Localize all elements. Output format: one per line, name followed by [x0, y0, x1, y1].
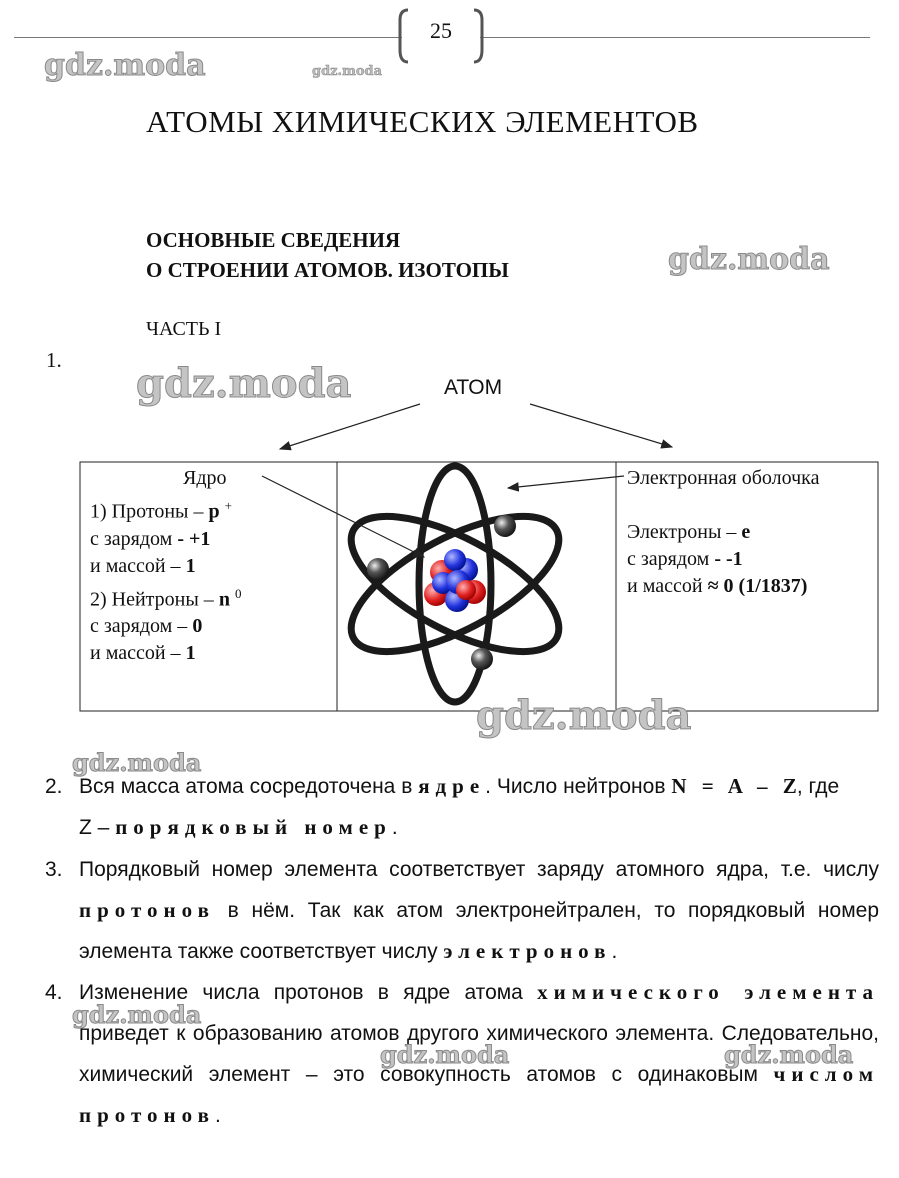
section-title-line1: ОСНОВНЫЕ СВЕДЕНИЯ: [146, 228, 401, 252]
item-2: 2. Вся масса атома сосредоточена в ядре. Число нейтронов N = A – Z, где Z – порядковый номер.: [45, 774, 840, 839]
watermark: gdz.moda: [136, 360, 352, 407]
page-number: 25: [430, 18, 452, 43]
watermark: gdz.moda: [724, 1040, 854, 1069]
watermark: gdz.moda: [72, 1000, 202, 1029]
nucleus-text: 1) Протоны – p + с зарядом - +1 и массой – 1 2) Нейтроны – n $^0$ с зарядом – 0 и массой – 1: [90, 498, 242, 665]
watermark: gdz.moda: [312, 64, 383, 79]
chapter-title: АТОМЫ ХИМИЧЕСКИХ ЭЛЕМЕНТОВ: [146, 104, 699, 139]
nucleus-heading: Ядро: [183, 467, 227, 489]
item-number-1: 1.: [46, 348, 62, 372]
section-title-line2: О СТРОЕНИИ АТОМОВ. ИЗОТОПЫ: [146, 258, 509, 282]
watermark: gdz.moda: [44, 48, 206, 83]
item-4: 4. Изменение числа протонов в ядре атома химического элемента приведет к образованию атомов другого химического элемента. Следовательно, химический элемент – это совокупность атомов с одинаковым числом протонов.: [45, 980, 879, 1127]
watermark: gdz.moda: [72, 748, 202, 777]
watermark: gdz.moda: [380, 1040, 510, 1069]
arrow-to-shell: [530, 404, 672, 447]
arrow-to-nucleus: [280, 404, 420, 449]
item-3: 3. Порядковый номер элемента соответствует заряду атомного ядра, т.е. числу протонов в нём. Так как атом электронейтрален, то порядковый номер элемента также соответствует числу электронов.: [45, 858, 879, 963]
atom-label: АТОМ: [444, 376, 503, 399]
watermark: gdz.moda: [476, 692, 692, 739]
pointer-shell: [508, 476, 624, 488]
nucleus-graphic: [424, 549, 486, 612]
part-label: ЧАСТЬ I: [146, 318, 222, 340]
shell-text: Электронная оболочка Электроны – e с зарядом - -1 и массой ≈ 0 (1/1837): [627, 467, 820, 597]
watermark: gdz.moda: [668, 242, 830, 277]
